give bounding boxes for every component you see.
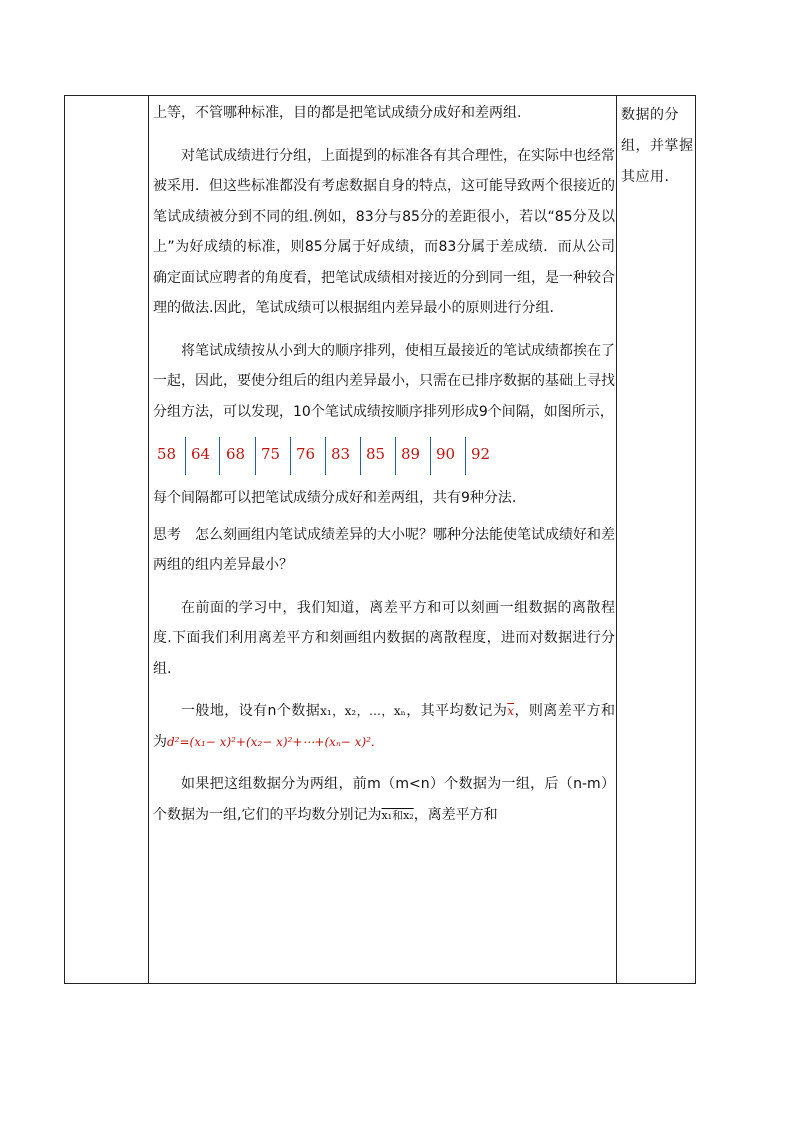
score-value: 76 — [296, 445, 316, 463]
score-value: 92 — [471, 445, 491, 463]
deviation-formula: d²=(x₁− x)²+(x₂− x)²+⋯+(xₙ− x)². — [167, 734, 375, 749]
column-divider-right — [616, 96, 617, 983]
paragraph-2: 对笔试成绩进行分组，上面提到的标准各有其合理性，在实际中也经常被采用．但这些标准都没有考虑数据自身的特点，这可能导致两个很接近的笔试成绩被分到不同的组.例如，83分与85分的差距很小，若以“85分及以上”为好成绩的标准，则85分属于好成绩，而83分属于差成绩．而从公司确定面试应聘者的角度看，把笔试成绩相对接近的分到同一组，是一种较合理的做法.因此，笔试成绩可以根据组内差异最小的原则进行分组. — [153, 147, 615, 316]
data-variables: x₁，x₂，…，xₙ — [320, 704, 406, 718]
score-value: 64 — [191, 445, 211, 463]
score-value: 89 — [401, 445, 421, 463]
paragraph-7-text-c: ，则离差平方和为 — [153, 703, 616, 750]
interval-separator — [360, 437, 361, 475]
interval-separator — [185, 437, 186, 475]
mean-symbol: $\overline{x}$ — [507, 704, 515, 718]
paragraph-7-text-b: ，其平均数记为 — [405, 703, 508, 719]
paragraph-8 — [153, 769, 615, 831]
score-value: 90 — [436, 445, 456, 463]
score-value: 83 — [331, 445, 351, 463]
score-value: 58 — [157, 445, 177, 463]
paragraph-7 — [153, 696, 615, 757]
interval-separator — [219, 437, 220, 475]
interval-separator — [395, 437, 396, 475]
interval-separator — [325, 437, 326, 475]
objective-cell: 数据的分组，并掌握其应用. — [621, 107, 694, 185]
main-content-cell — [153, 96, 615, 831]
paragraph-6: 在前面的学习中，我们知道，离差平方和可以刻画一组数据的离散程度.下面我们利用离差平方和刻画组内数据的离散程度，进而对数据进行分组. — [153, 599, 615, 677]
paragraph-5: 思考 怎么刻画组内笔试成绩差异的大小呢？哪种分法能使笔试成绩好和差两组的组内差异最小？ — [153, 526, 615, 573]
interval-separator — [290, 437, 291, 475]
sorted-scores-row — [153, 437, 615, 477]
score-value: 85 — [366, 445, 386, 463]
score-value: 75 — [261, 445, 281, 463]
interval-separator — [255, 437, 256, 475]
paragraph-7-text-a: 一般地，设有n个数据 — [181, 703, 321, 719]
paragraph-3: 将笔试成绩按从小到大的顺序排列，使相互最接近的笔试成绩都挨在了一起，因此，要使分组后的组内差异最小，只需在已排序数据的基础上寻找分组方法，可以发现，10个笔试成绩按顺序排列形成9个间隔，如图所示， — [153, 342, 615, 420]
interval-separator — [465, 437, 466, 475]
paragraph-1: 上等，不管哪种标准，目的都是把笔试成绩分成好和差两组. — [153, 105, 522, 121]
paragraph-8-text-b: ，离差平方和 — [413, 806, 498, 823]
paragraph-4: 每个间隔都可以把笔试成绩分成好和差两组，共有9种分法. — [153, 490, 517, 506]
paragraph-8-text-a: 如果把这组数据分为两组，前m（m<n）个数据为一组，后（n-m）个数据为一组,它们的平均数分别记为 — [153, 776, 615, 823]
interval-separator — [430, 437, 431, 475]
group-means-symbol: x₁和x₂ — [381, 808, 414, 822]
column-divider-left — [148, 96, 149, 983]
lesson-table — [64, 95, 696, 984]
score-value: 68 — [226, 445, 246, 463]
